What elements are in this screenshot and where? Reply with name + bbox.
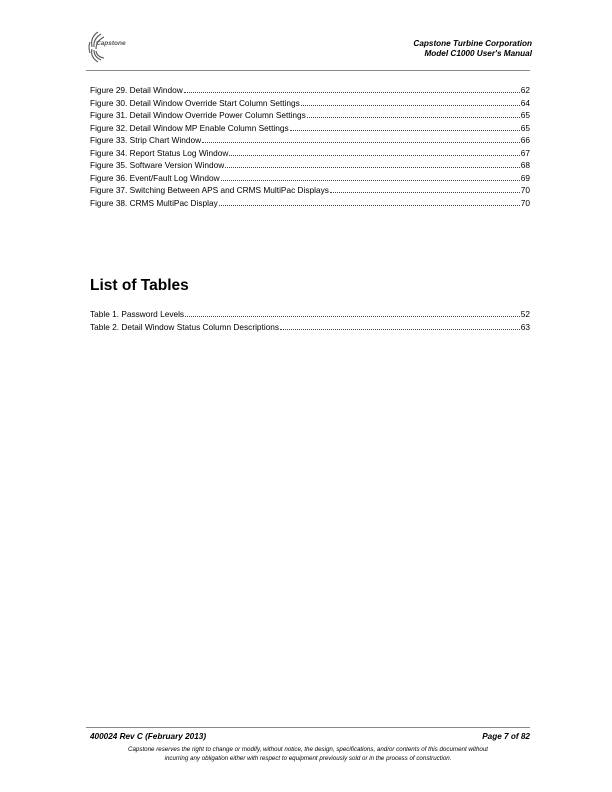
header-company: Capstone Turbine Corporation	[413, 39, 532, 48]
disclaimer-line-1: Capstone reserves the right to change or modify, without notice, the design, specifications, and/or contents of this document without	[128, 746, 488, 753]
footer-disclaimer	[86, 746, 530, 763]
toc-leader	[280, 321, 520, 330]
toc-entry-label: Table 1. Password Levels	[90, 309, 185, 319]
toc-entry-figure-32[interactable]	[90, 122, 530, 135]
toc-leader	[301, 97, 520, 106]
toc-entry-label: Figure 29. Detail Window	[90, 85, 183, 95]
header-manual: Model C1000 User's Manual	[424, 49, 532, 58]
toc-entry-page: 63	[520, 321, 530, 332]
toc-entry-figure-34[interactable]	[90, 147, 530, 160]
toc-entry-page: 66	[520, 135, 530, 145]
toc-leader	[290, 122, 520, 131]
header-rule	[86, 70, 530, 71]
toc-entry-figure-30[interactable]	[90, 97, 530, 110]
toc-leader	[307, 109, 520, 118]
toc-entry-table-1[interactable]	[90, 308, 530, 321]
toc-entry-figure-33[interactable]	[90, 134, 530, 147]
toc-leader	[225, 159, 520, 168]
toc-entry-page: 70	[520, 197, 530, 208]
toc-entry-label: Figure 31. Detail Window Override Power Column Settings	[90, 110, 306, 120]
toc-entry-label: Figure 37. Switching Between APS and CRMS MultiPac Displays	[90, 185, 329, 195]
toc-entry-figure-29[interactable]	[90, 84, 530, 97]
toc-leader	[219, 197, 520, 206]
toc-entry-label: Figure 35. Software Version Window	[90, 160, 225, 170]
toc-entry-label: Figure 38. CRMS MultiPac Display	[90, 197, 218, 208]
toc-entry-page: 69	[520, 172, 530, 183]
toc-entry-figure-36[interactable]	[90, 172, 530, 185]
list-of-tables	[90, 308, 530, 333]
toc-entry-figure-37[interactable]	[90, 184, 530, 197]
toc-entry-label: Figure 32. Detail Window MP Enable Column Settings	[90, 122, 289, 133]
toc-leader	[185, 308, 520, 317]
toc-entry-figure-38[interactable]	[90, 197, 530, 210]
toc-entry-page: 65	[520, 110, 530, 120]
toc-entry-label: Figure 34. Report Status Log Window	[90, 147, 229, 158]
toc-entry-label: Figure 30. Detail Window Override Start Column Settings	[90, 97, 300, 108]
toc-entry-page: 70	[520, 185, 530, 195]
toc-entry-label: Figure 36. Event/Fault Log Window	[90, 172, 220, 183]
toc-entry-page: 67	[520, 147, 530, 158]
toc-leader	[221, 172, 520, 181]
footer-page-number: Page 7 of 82	[482, 732, 530, 741]
toc-entry-label: Figure 33. Strip Chart Window	[90, 135, 202, 145]
toc-entry-page: 52	[520, 309, 530, 319]
disclaimer-line-2: incurring any obligation either with respect to equipment previously sold or in the process of construction.	[164, 754, 452, 762]
list-of-tables-heading: List of Tables	[90, 277, 189, 294]
footer-doc-id: 400024 Rev C (February 2013)	[90, 732, 207, 741]
toc-entry-table-2[interactable]	[90, 321, 530, 334]
toc-leader	[229, 147, 519, 156]
header-title-block	[413, 39, 532, 59]
toc-leader	[184, 84, 520, 93]
toc-entry-page: 62	[520, 85, 530, 95]
toc-leader	[330, 184, 520, 193]
toc-entry-page: 68	[520, 160, 530, 170]
list-of-figures	[90, 84, 530, 209]
toc-entry-label: Table 2. Detail Window Status Column Descriptions	[90, 321, 280, 332]
capstone-logo	[86, 27, 146, 65]
logo-wordmark: Capstone	[96, 40, 126, 47]
toc-entry-page: 65	[520, 122, 530, 133]
footer-rule	[86, 727, 530, 728]
toc-entry-figure-35[interactable]	[90, 159, 530, 172]
toc-entry-page: 64	[520, 97, 530, 108]
toc-entry-figure-31[interactable]	[90, 109, 530, 122]
toc-leader	[202, 134, 520, 143]
